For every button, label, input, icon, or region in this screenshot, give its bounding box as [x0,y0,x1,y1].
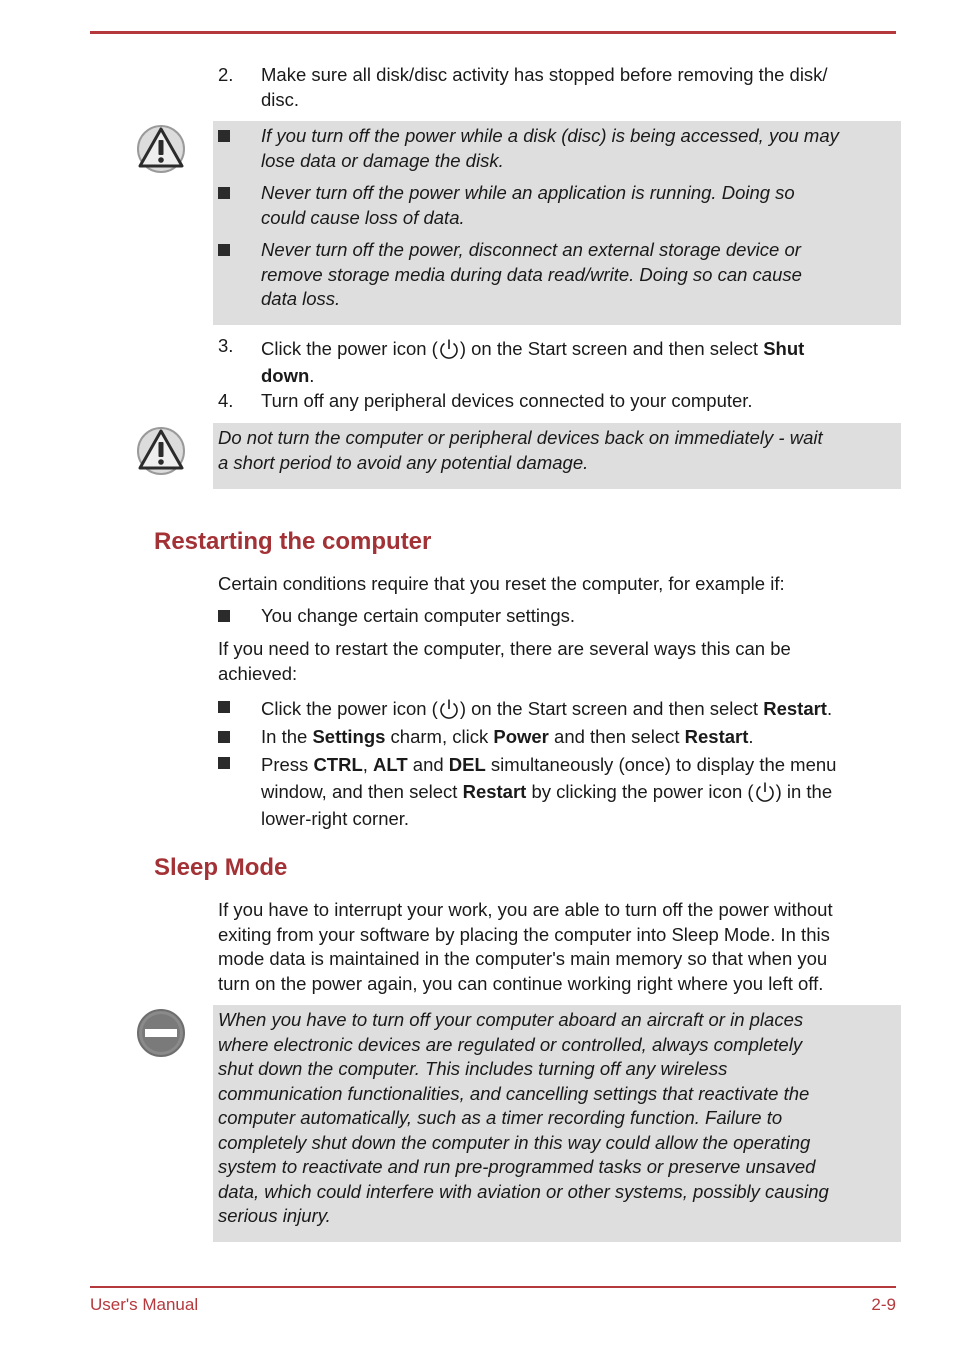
restart-way-power-icon: Click the power icon ( ) on the Start screen and then select Restart. [261,698,833,719]
caution-item: Never turn off the power, disconnect an external storage device or remove storage media during data read/write. Doing so can cause data loss. [261,239,802,309]
step-3-number: 3. [218,335,234,356]
restart-ways-paragraph: If you need to restart the computer, there are several ways this can be achieved: [218,638,791,684]
step-3-text: Click the power icon ( ) on the Start screen and then select Shut down. [261,338,805,386]
caution-item: If you turn off the power while a disk (disc) is being accessed, you may lose data or damage the disk. [261,125,839,171]
sleep-paragraph: If you have to interrupt your work, you are able to turn off the power without exiting from your software by placing the computer into Sleep Mode. In this mode data is maintained in the computer's main memory so that when you turn on the power again, you can continue working right where you left off. [218,899,833,994]
footer-manual-title: User's Manual [90,1295,199,1314]
step-2-line: Make sure all disk/disc activity has stopped before removing the disk/ [261,64,828,85]
section-heading-sleep-mode: Sleep Mode [154,854,288,881]
restart-condition: You change certain computer settings. [261,605,576,626]
warning-triangle-icon [136,123,186,175]
step-4-number: 4. [218,390,234,411]
restart-intro: Certain conditions require that you reset the computer, for example if: [218,573,785,594]
page-number: 2-9 [871,1295,896,1314]
power-icon [438,697,460,721]
bullet-icon [218,130,230,142]
header-rule [90,31,896,34]
bullet-icon [218,187,230,199]
restart-way-ctrl-alt-del: Press CTRL, ALT and DEL simultaneously (once) to display the menu window, and then select Restart by clicking the power icon ( ) in the lower-right corner. [261,754,837,829]
prohibition-icon [136,1007,186,1059]
bullet-icon [218,610,230,622]
caution-item: Never turn off the power while an application is running. Doing so could cause loss of data. [261,182,795,228]
caution-note-peripherals: Do not turn the computer or peripheral devices back on immediately - wait a short period to avoid any potential damage. [213,423,901,489]
warning-triangle-icon [136,425,186,477]
bullet-icon [218,757,230,769]
power-icon [754,780,776,804]
step-2-number: 2. [218,64,234,85]
restart-way-settings: In the Settings charm, click Power and then select Restart. [261,726,754,747]
step-4-text: Turn off any peripheral devices connected to your computer. [261,390,753,411]
prohibition-note-aircraft: When you have to turn off your computer aboard an aircraft or in places where electronic devices are regulated or controlled, always completely shut down the computer. This includes turning off any wireless communication functionalities, and cancelling settings that reactivate the computer automatically, such as a timer recording function. Failure to completely shut down the computer in this way could allow the operating system to reactivate and run pre-programmed tasks or preserve unsaved data, which could interfere with aviation or other systems, possibly causing serious injury. [213,1005,901,1242]
bullet-icon [218,731,230,743]
power-icon [438,337,460,361]
step-2-line: disc. [261,88,300,110]
step-2-text [261,63,897,112]
section-heading-restarting: Restarting the computer [154,528,432,555]
bullet-icon [218,701,230,713]
caution-note-disk [213,121,901,325]
bullet-icon [218,244,230,256]
footer-rule [90,1286,896,1288]
